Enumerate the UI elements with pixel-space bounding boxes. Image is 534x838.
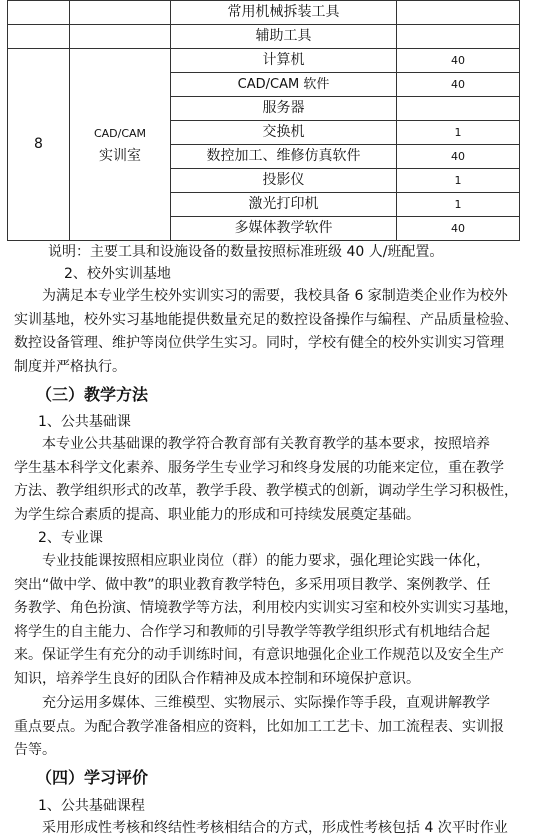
public-courses-paragraph xyxy=(14,433,522,527)
paragraph-line: 学生基本科学文化素养、服务学生专业学习和终身发展的功能来定位，重在教学 xyxy=(14,459,504,476)
paragraph-line: 本专业公共基础课的教学符合教育部有关教育教学的基本要求，按照培养 xyxy=(42,436,490,452)
section-heading-learning-evaluation: （四）学习评价 xyxy=(36,768,149,787)
professional-courses-paragraph xyxy=(14,550,522,691)
item-cell: 多媒体教学软件 xyxy=(171,217,397,241)
paragraph-line: 知识，培养学生良好的团队合作精神及成本控制和环境保护意识。 xyxy=(14,670,420,687)
paragraph-line: 实训基地，校外实习基地能提供数量充足的数控设备操作与编程、产品质量检验、 xyxy=(14,311,518,328)
paragraph-line: 务教学、角色扮演、情境教学等方法，利用校内实训实习室和校外实训实习基地， xyxy=(14,600,518,616)
paragraph-line: 数控设备管理、维护等岗位供学生实习。同时，学校有健全的校外实训实习管理 xyxy=(14,335,504,351)
room-name-line2: 实训室 xyxy=(99,147,141,164)
item-cell: CAD/CAM 软件 xyxy=(171,73,397,97)
paragraph-line: 专业技能课按照相应职业岗位（群）的能力要求，强化理论实践一体化， xyxy=(42,553,490,569)
offsite-heading: 2、校外实训基地 xyxy=(64,266,171,282)
item-cell: 计算机 xyxy=(171,49,397,73)
teaching-aids-paragraph xyxy=(14,692,522,763)
qty-cell xyxy=(397,1,520,25)
subheading-public-basic-courses: 1、公共基础课程 xyxy=(38,798,145,814)
paragraph-line: 为学生综合素质的提高、职业能力的形成和可持续发展奠定基础。 xyxy=(14,506,420,523)
qty-cell: 1 xyxy=(397,169,520,193)
section-heading-teaching-methods: （三）教学方法 xyxy=(36,385,149,404)
paragraph-line: 制度并严格执行。 xyxy=(14,358,126,375)
table-note: 说明：主要工具和设施设备的数量按照标准班级 40 人/班配置。 xyxy=(48,244,444,260)
qty-cell xyxy=(397,97,520,121)
subheading-public-courses: 1、公共基础课 xyxy=(38,414,131,430)
qty-cell: 40 xyxy=(397,73,520,97)
paragraph-line: 方法、教学组织形式的改革，教学手段、教学模式的创新，调动学生学习积极性， xyxy=(14,483,518,499)
paragraph-line: 重点要点。为配合教学准备相应的资料，比如加工工艺卡、加工流程表、实训报 xyxy=(14,718,504,735)
subheading-professional-courses: 2、专业课 xyxy=(38,530,103,546)
paragraph-line: 充分运用多媒体、三维模型、实物展示、实际操作等手段，直观讲解教学 xyxy=(42,695,490,711)
equipment-table xyxy=(7,0,520,241)
qty-cell: 40 xyxy=(397,217,520,241)
paragraph-line: 告等。 xyxy=(14,742,56,758)
qty-cell: 1 xyxy=(397,121,520,145)
qty-cell: 40 xyxy=(397,49,520,73)
table-row xyxy=(8,49,520,73)
item-cell: 服务器 xyxy=(171,97,397,121)
item-cell: 激光打印机 xyxy=(171,193,397,217)
item-cell: 辅助工具 xyxy=(171,25,397,49)
room-name-line1: CAD/CAM xyxy=(93,126,147,140)
index-cell: 8 xyxy=(8,49,70,241)
table-row xyxy=(8,1,520,25)
item-cell: 常用机械拆装工具 xyxy=(171,1,397,25)
item-cell: 投影仪 xyxy=(171,169,397,193)
item-cell: 交换机 xyxy=(171,121,397,145)
qty-cell: 1 xyxy=(397,193,520,217)
evaluation-paragraph-line: 采用形成性考核和终结性考核相结合的方式，形成性考核包括 4 次平时作业 xyxy=(42,820,508,836)
qty-cell: 40 xyxy=(397,145,520,169)
paragraph-line: 为满足本专业学生校外实训实习的需要，我校具备 6 家制造类企业作为校外 xyxy=(42,288,508,304)
item-cell: 数控加工、维修仿真软件 xyxy=(171,145,397,169)
qty-cell xyxy=(397,25,520,49)
paragraph-line: 将学生的自主能力、合作学习和教师的引导教学等教学组织形式有机地结合起 xyxy=(14,623,490,640)
table-row xyxy=(8,25,520,49)
paragraph-line: 来。保证学生有充分的动手训练时间，有意识地强化企业工作规范以及安全生产 xyxy=(14,647,504,663)
paragraph-line: 突出“做中学、做中教”的职业教育教学特色，多采用项目教学、案例教学、任 xyxy=(14,576,491,593)
room-name-cell xyxy=(70,49,171,241)
offsite-paragraph xyxy=(14,285,522,379)
